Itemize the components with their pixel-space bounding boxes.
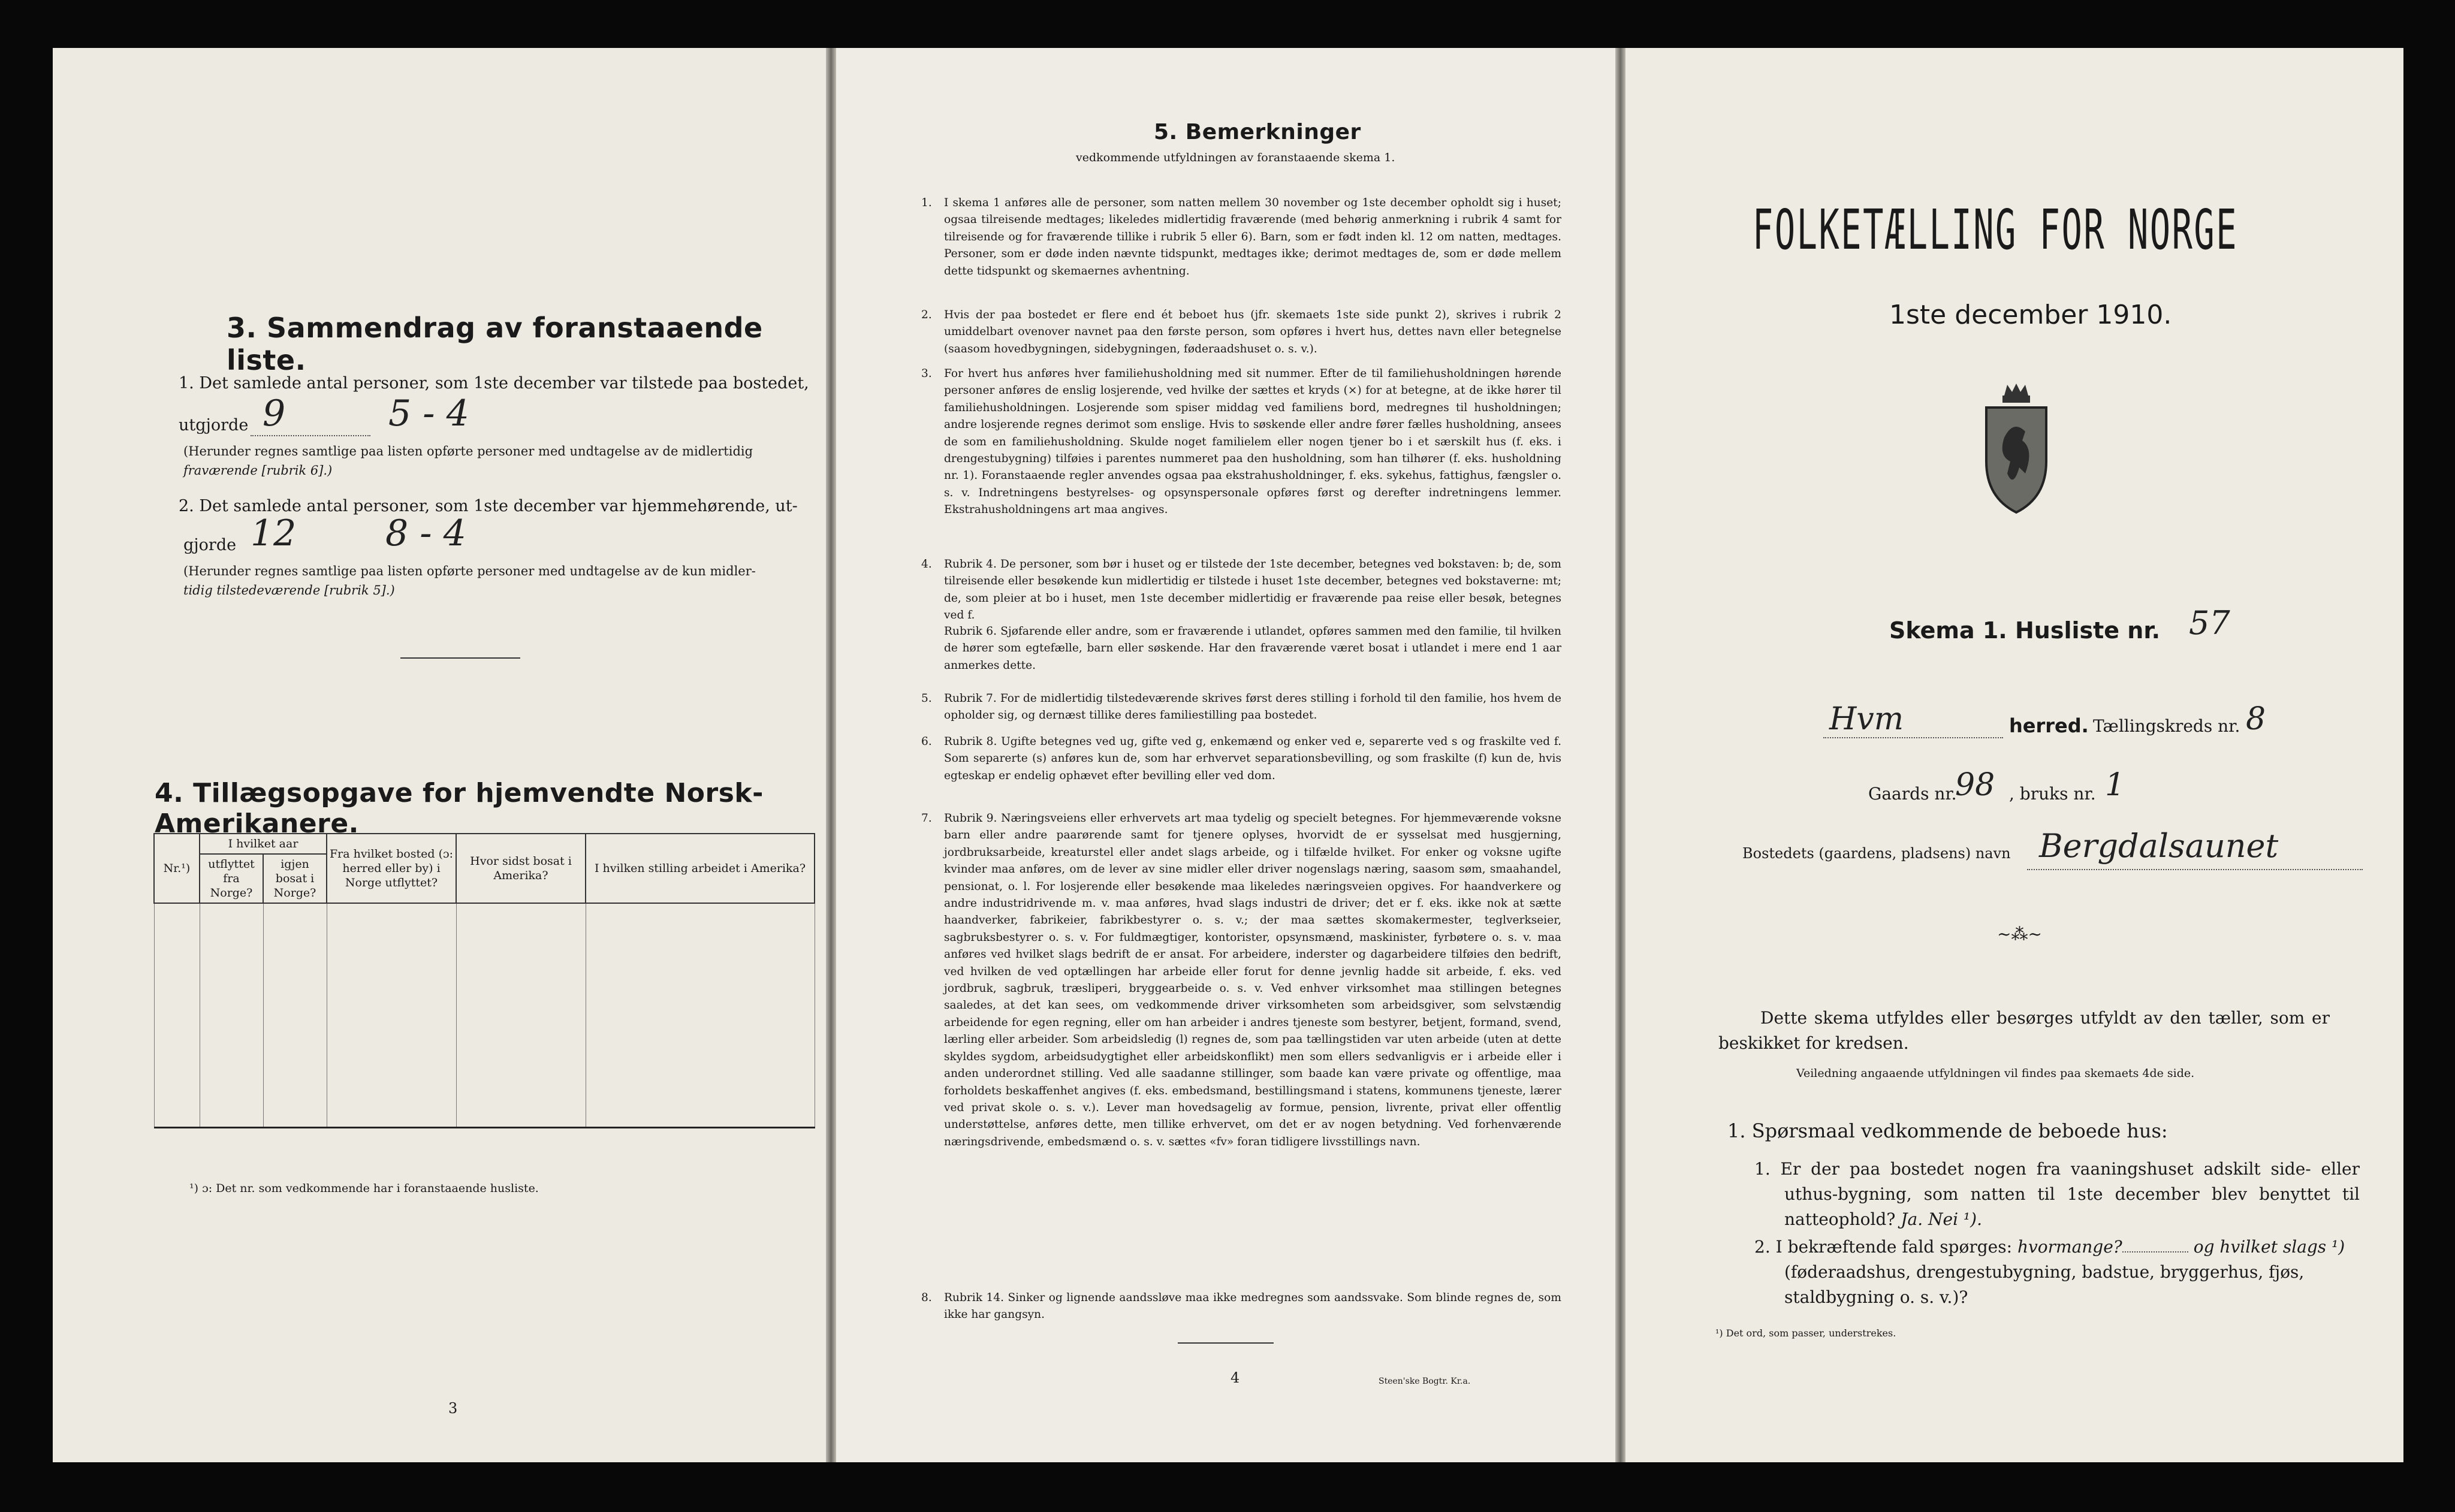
question-1-answer: Ja. Nei ¹). — [1901, 1209, 1982, 1229]
bruks-label: , bruks nr. — [2009, 784, 2096, 804]
table-row — [154, 1052, 815, 1090]
remark-item-4b: Rubrik 6. Sjøfarende eller andre, som er fraværende i utlandet, opføres sammen med den familie, til hvilken de hører som egtefælle, barn eller søskende. Har den fraværende været bosat i utlandet i mere end 1 aar anmerkes dette. — [944, 625, 1561, 672]
bosted-label: Bostedets (gaardens, pladsens) navn — [1742, 845, 2011, 862]
col-group-year: I hvilket aar — [200, 834, 327, 854]
question-1-note-2: fraværende [rubrik 6].) — [183, 463, 333, 478]
table-row — [154, 1090, 815, 1128]
question-1-annotation: 5 - 4 — [388, 393, 469, 434]
question-2-value: 12 — [251, 512, 297, 554]
page-number: 3 — [448, 1400, 458, 1417]
question-1-note: (Herunder regnes samtlige paa listen opførte personer med undtagelse av de midlertidig — [183, 444, 753, 458]
husliste-value: 57 — [2189, 604, 2230, 642]
section-4-title: 4. Tillægsopgave for hjemvendte Norsk-Amerikanere. — [155, 778, 764, 839]
table-footnote: ¹) ɔ: Det nr. som vedkommende har i foranstaaende husliste. — [189, 1182, 539, 1195]
remark-item-1: 1. I skema 1 anføres alle de personer, som natten mellem 30 november og 1ste december opholdt sig i huset; ogsaa tilreisende medtages; likeledes midlertidig fraværende (med behørig anmerkning i rubrik 4 samt for tilreisende og for fraværende tillike i rubrik 5 eller 6). Barn, som er født inden kl. 12 om natten, medtages. Personer, som er døde inden nævnte tidspunkt, medtages ikke; derimot medtages de, som er døde mellem dette tidspunkt og skemaernes avhentning. — [921, 197, 1561, 277]
question-2-line: 2. Det samlede antal personer, som 1ste december var hjemmehørende, ut- — [179, 497, 798, 515]
coat-of-arms-icon — [1977, 384, 2055, 515]
divider — [1178, 1342, 1274, 1344]
question-2-note: (Herunder regnes samtlige paa listen opførte personer med undtagelse av de kun midler- — [183, 564, 756, 578]
gaards-value: 98 — [1955, 767, 1995, 803]
table-row — [154, 1015, 815, 1052]
remark-item-8: 8. Rubrik 14. Sinker og lignende aandssløve maa ikke medregnes som aandssvake. Som blinde regnes de, som ikke har gangsyn. — [921, 1291, 1561, 1321]
bruks-value: 1 — [2105, 767, 2125, 803]
remark-item-6: 6. Rubrik 8. Ugifte betegnes ved ug, gifte ved g, enkemænd og enker ved e, separerte ved s og fraskilte ved f. Som separerte (s) anføres kun de, som har erhvervet separationsbevilling, og som fraskilte (f) kun de, hvis egteskap er endelig ophævet efter bevilling eller ved dom. — [921, 735, 1561, 782]
table-row — [154, 978, 815, 1015]
page-3 — [53, 48, 826, 1462]
col-hvor-amerika: Hvor sidst bosat i Amerika? — [456, 834, 586, 903]
herred-value: Hvm — [1829, 701, 1904, 737]
dotted-line — [251, 435, 370, 436]
divider — [400, 657, 520, 659]
page-footnote: ¹) Det ord, som passer, understrekes. — [1715, 1327, 1896, 1339]
page-number: 4 — [1230, 1369, 1240, 1386]
question-1: 1. Er der paa bostedet nogen fra vaaningshuset adskilt side- eller uthus-bygning, som natten til 1ste december blev benyttet til natteophold? Ja. Nei ¹). — [1754, 1159, 2360, 1229]
remark-item-4: 4. Rubrik 4. De personer, som bør i huset og er tilstede der 1ste december, betegnes ved bokstaven: b; de, som tilreisende eller besøkende kun midlertidig er tilstede i huset 1ste december, betegnes ved bokstaverne: mt; de, som pleier at bo i huset, men 1ste december midlertidig er fraværende paa reise eller besøk, betegnes ved f. — [921, 558, 1561, 622]
page-fold — [826, 48, 836, 1462]
remark-item-3: 3. For hvert hus anføres hver familiehusholdning med sit nummer. Efter de til familiehusholdningen hørende personer anføres de enslig losjerende, ved hvilke der sættes et kryds (×) for at betegne, at de ikke hører til familiehusholdningen. Losjerende som spiser middag ved familiens bord, medregnes til husholdningen; andre losjerende regnes derimot som enslige. Hvis to søskende eller andre fører fælles husholdning, ansees de som en familiehusholdning. Skulde noget familielem eller nogen tjener bo i et særskilt hus (f. eks. i drengestubygning) tilføies i parentes nummeret paa den husholdning, som han tilhører (f. eks. husholdning nr. 1). Foranstaaende regler anvendes ogsaa paa ekstrahusholdninger, f. eks. sykehus, fattighus, fængsler o. s. v. Indretningens bestyrelses- og opsynspersonale opføres først og derefter indretningens lemmer. Ekstrahusholdningens art maa angives. — [921, 367, 1561, 517]
page-1 — [1625, 48, 2403, 1462]
tellingskreds-value: 8 — [2246, 701, 2266, 737]
dotted-line — [1823, 737, 2003, 738]
table-row — [154, 903, 815, 941]
remark-item-7: 7. Rubrik 9. Næringsveiens eller erhvervets art maa tydelig og specielt betegnes. For hjemmeværende voksne barn eller andre paarørende samt for tjenere oplyses, hvorvidt de er sysselsat med husgjerning, jordbruksarbeide, kreaturstel eller andet slags arbeide, og i tilfælde hvilket. For enker og voksne ugifte kvinder maa anføres, om de lever av sine midler eller driver nogenslags næring, saasom søm, smaahandel, pensionat, o. l. For losjerende eller besøkende maa likeledes næringsveien opgives. For haandverkere og andre industridrivende m. v. maa anføres, hvad slags industri de driver; det er f. eks. ikke nok at sætte haandverker, fabrikeier, fabrikbestyrer o. s. v.; der maa sættes skomakermester, teglverkseier, sagbruksbestyrer o. s. v. For fuldmægtiger, kontorister, opsynsmænd, maskinister, fyrbøtere o. s. v. maa anføres ved hvilket slags bedrift de er ansat. For arbeidere, inderster og dagarbeidere tilføies den bedrift, ved hvilken de ved optællingen har arbeide eller forut for denne jevnlig hadde sit arbeide, f. eks. ved jordbruk, sagbruk, træsliperi, bryggearbeide o. s. v. Ved enhver virksomhet maa stillingen betegnes saaledes, at det kan sees, om vedkommende driver virksomheten som arbeidsgiver, som selvstændig arbeidende for egen regning, eller om han arbeider i andres tjeneste som bestyrer, betjent, formand, svend, lærling eller arbeider. Som arbeidsledig (l) regnes de, som paa tællingstiden var uten arbeide (uten at dette skyldes sygdom, arbeidsudygtighet eller arbeidskonflikt) men som ellers sedvanligvis er i arbeide eller i anden underordnet stilling. Ved alle saadanne stillinger, som baade kan være private og offentlige, maa forholdets beskaffenhet angives (f. eks. embedsmand, bestillingsmand i statens, kommunens tjeneste, lærer ved privat skole o. s. v.). Lever man hovedsagelig av formue, pension, livrente, privat eller offentlig understøttelse, anføres dette, men tillike erhvervet, om det er av nogen betydning. Ved forhenværende næringsdrivende, embedsmænd o. s. v. sættes «fv» foran tidligere livsstillings navn. — [921, 812, 1561, 1148]
herred-label: herred. — [2009, 714, 2089, 737]
question-1-utgjorde: utgjorde — [179, 416, 249, 434]
col-nr: Nr.¹) — [154, 834, 200, 903]
page-4 — [836, 48, 1615, 1462]
section-3-title: 3. Sammendrag av foranstaaende liste. — [227, 312, 763, 376]
page-fold — [1615, 48, 1625, 1462]
gaards-label: Gaards nr. — [1868, 784, 1957, 804]
question-2: 2. I bekræftende fald spørges: hvormange? og hvilket slags ¹) (føderaadshus, drengestubygning, badstue, bryggerhus, fjøs, staldbygning o. s. v.)? — [1754, 1237, 2345, 1307]
question-1-line: 1. Det samlede antal personer, som 1ste december var tilstede paa bostedet, — [179, 374, 809, 393]
question-2-utgjorde: gjorde — [183, 536, 237, 554]
table-row — [154, 941, 815, 978]
bosted-value: Bergdalsaunet — [2039, 827, 2279, 865]
ornament-icon: ~⁂~ — [1997, 924, 2042, 944]
remarks-title: 5. Bemerkninger — [1154, 120, 1361, 144]
col-stilling: I hvilken stilling arbeidet i Amerika? — [586, 834, 815, 903]
norsk-amerikanere-table — [153, 833, 815, 1128]
col-fra-bosted: Fra hvilket bosted (ɔ: herred eller by) i Norge utflyttet? — [327, 834, 456, 903]
col-utflyttet: utflyttet fra Norge? — [200, 854, 263, 903]
tellingskreds-label: Tællingskreds nr. — [2093, 716, 2240, 736]
census-title: FOLKETÆLLING FOR NORGE — [1753, 198, 2239, 262]
skema-label: Skema 1. Husliste nr. — [1889, 617, 2161, 644]
instruction-text: Dette skema utfyldes eller besørges utfyldt av den tæller, som er beskikket for kredsen. — [1718, 1008, 2330, 1053]
remark-item-5: 5. Rubrik 7. For de midlertidig tilstedeværende skrives først deres stilling i forhold til den familie, hos hvem de opholder sig, og dernæst tillike deres familiestilling paa bostedet. — [921, 692, 1561, 722]
printer-mark: Steen'ske Bogtr. Kr.a. — [1379, 1377, 1471, 1386]
remarks-subtitle: vedkommende utfyldningen av foranstaaende skema 1. — [1076, 151, 1395, 164]
question-heading: 1. Spørsmaal vedkommende de beboede hus: — [1727, 1119, 2168, 1142]
remark-item-2: 2. Hvis der paa bostedet er flere end ét beboet hus (jfr. skemaets 1ste side punkt 2), skrives i rubrik 2 umiddelbart ovenover navnet paa den første person, som opføres i hvert hus, dettes navn eller betegnelse (saasom hovedbygningen, sidebygningen, føderaadshuset o. s. v.). — [921, 309, 1561, 355]
question-2-note-2: tidig tilstedeværende [rubrik 5].) — [183, 583, 395, 597]
question-2-annotation: 8 - 4 — [385, 512, 466, 554]
instruction-note: Veiledning angaaende utfyldningen vil findes paa skemaets 4de side. — [1796, 1067, 2195, 1080]
dotted-line — [2027, 869, 2363, 870]
census-date: 1ste december 1910. — [1889, 300, 2172, 330]
col-igjen-bosat: igjen bosat i Norge? — [263, 854, 327, 903]
question-1-value: 9 — [263, 393, 286, 434]
